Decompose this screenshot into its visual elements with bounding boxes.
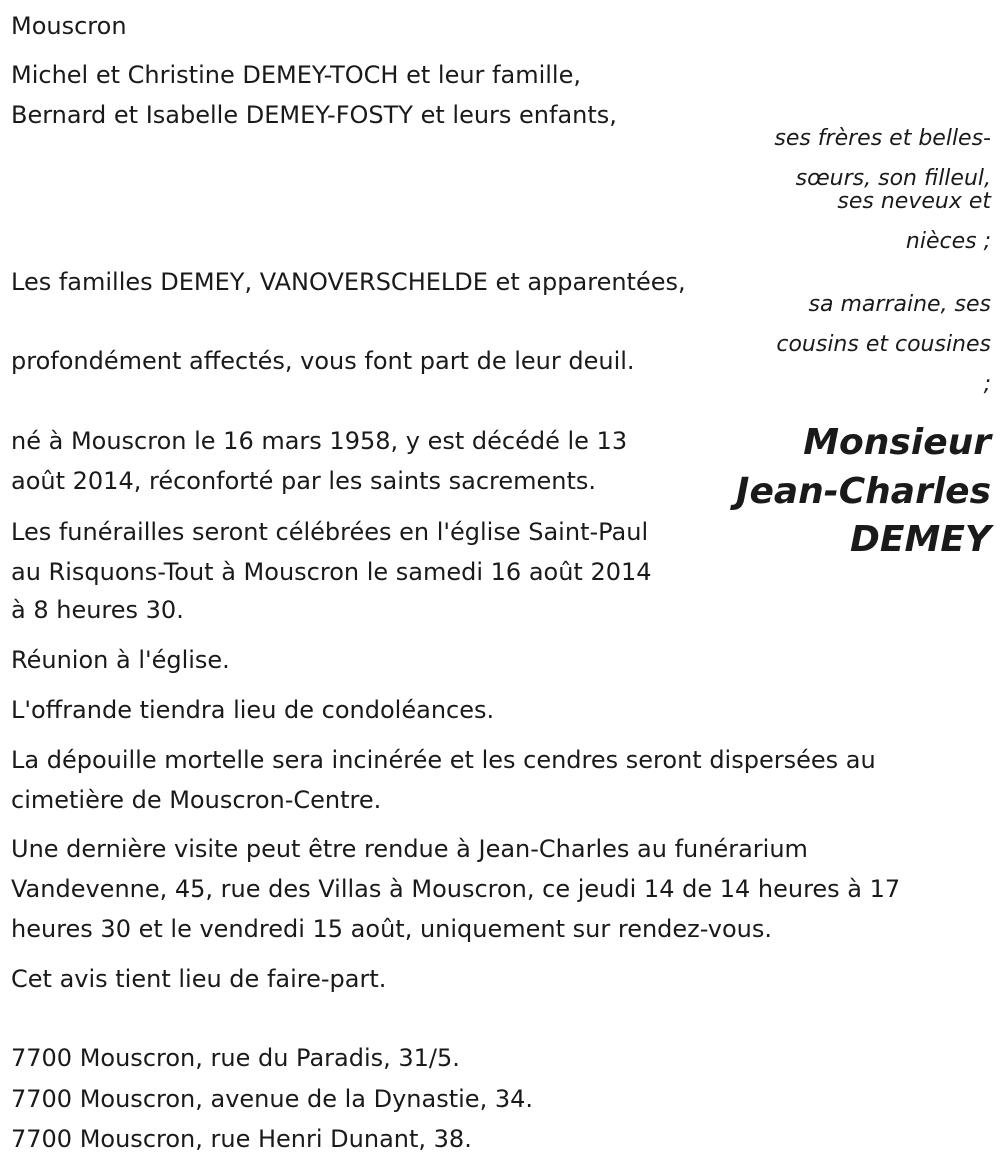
side-relation-6: cousins et cousines bbox=[776, 332, 991, 357]
funeral-line-2: au Risquons-Tout à Mouscron le samedi 16 août 2014 bbox=[11, 558, 652, 586]
birth-death-line-1: né à Mouscron le 16 mars 1958, y est décédé le 13 bbox=[11, 427, 628, 455]
address-line-1: 7700 Mouscron, rue du Paradis, 31/5. bbox=[11, 1044, 460, 1072]
address-line-2: 7700 Mouscron, avenue de la Dynastie, 34. bbox=[11, 1085, 533, 1113]
cremation-line-1: La dépouille mortelle sera incinérée et les cendres seront dispersées au bbox=[11, 746, 876, 774]
visit-line-2: Vandevenne, 45, rue des Villas à Mouscron, ce jeudi 14 de 14 heures à 17 bbox=[11, 875, 901, 903]
offering-line: L'offrande tiendra lieu de condoléances. bbox=[11, 696, 495, 724]
side-relation-5: sa marraine, ses bbox=[808, 292, 991, 317]
side-relation-7: ; bbox=[983, 372, 991, 397]
meeting-line: Réunion à l'église. bbox=[11, 646, 230, 674]
family-line-3: Les familles DEMEY, VANOVERSCHELDE et apparentées, bbox=[11, 268, 686, 296]
side-relation-1: ses frères et belles- bbox=[774, 126, 991, 151]
address-line-3: 7700 Mouscron, rue Henri Dunant, 38. bbox=[11, 1125, 472, 1153]
side-relation-4: nièces ; bbox=[905, 229, 991, 254]
birth-death-line-2: août 2014, réconforté par les saints sacrements. bbox=[11, 467, 597, 495]
family-line-2: Bernard et Isabelle DEMEY-FOSTY et leurs enfants, bbox=[11, 101, 617, 129]
cremation-line-2: cimetière de Mouscron-Centre. bbox=[11, 786, 382, 814]
side-relation-3: ses neveux et bbox=[837, 189, 991, 214]
deceased-last-name: DEMEY bbox=[850, 519, 991, 560]
funeral-line-1: Les funérailles seront célébrées en l'église Saint-Paul bbox=[11, 518, 649, 546]
side-relation-2: sœurs, son filleul, bbox=[795, 166, 991, 191]
funeral-line-3: à 8 heures 30. bbox=[11, 596, 184, 624]
deceased-title: Monsieur bbox=[803, 422, 991, 463]
deceased-first-name: Jean-Charles bbox=[736, 471, 991, 512]
family-line-1: Michel et Christine DEMEY-TOCH et leur famille, bbox=[11, 61, 581, 89]
city-header: Mouscron bbox=[11, 12, 127, 40]
visit-line-3: heures 30 et le vendredi 15 août, uniquement sur rendez-vous. bbox=[11, 915, 773, 943]
visit-line-1: Une dernière visite peut être rendue à Jean-Charles au funérarium bbox=[11, 835, 808, 863]
announcement-line: profondément affectés, vous font part de leur deuil. bbox=[11, 347, 635, 375]
notice-line: Cet avis tient lieu de faire-part. bbox=[11, 965, 387, 993]
